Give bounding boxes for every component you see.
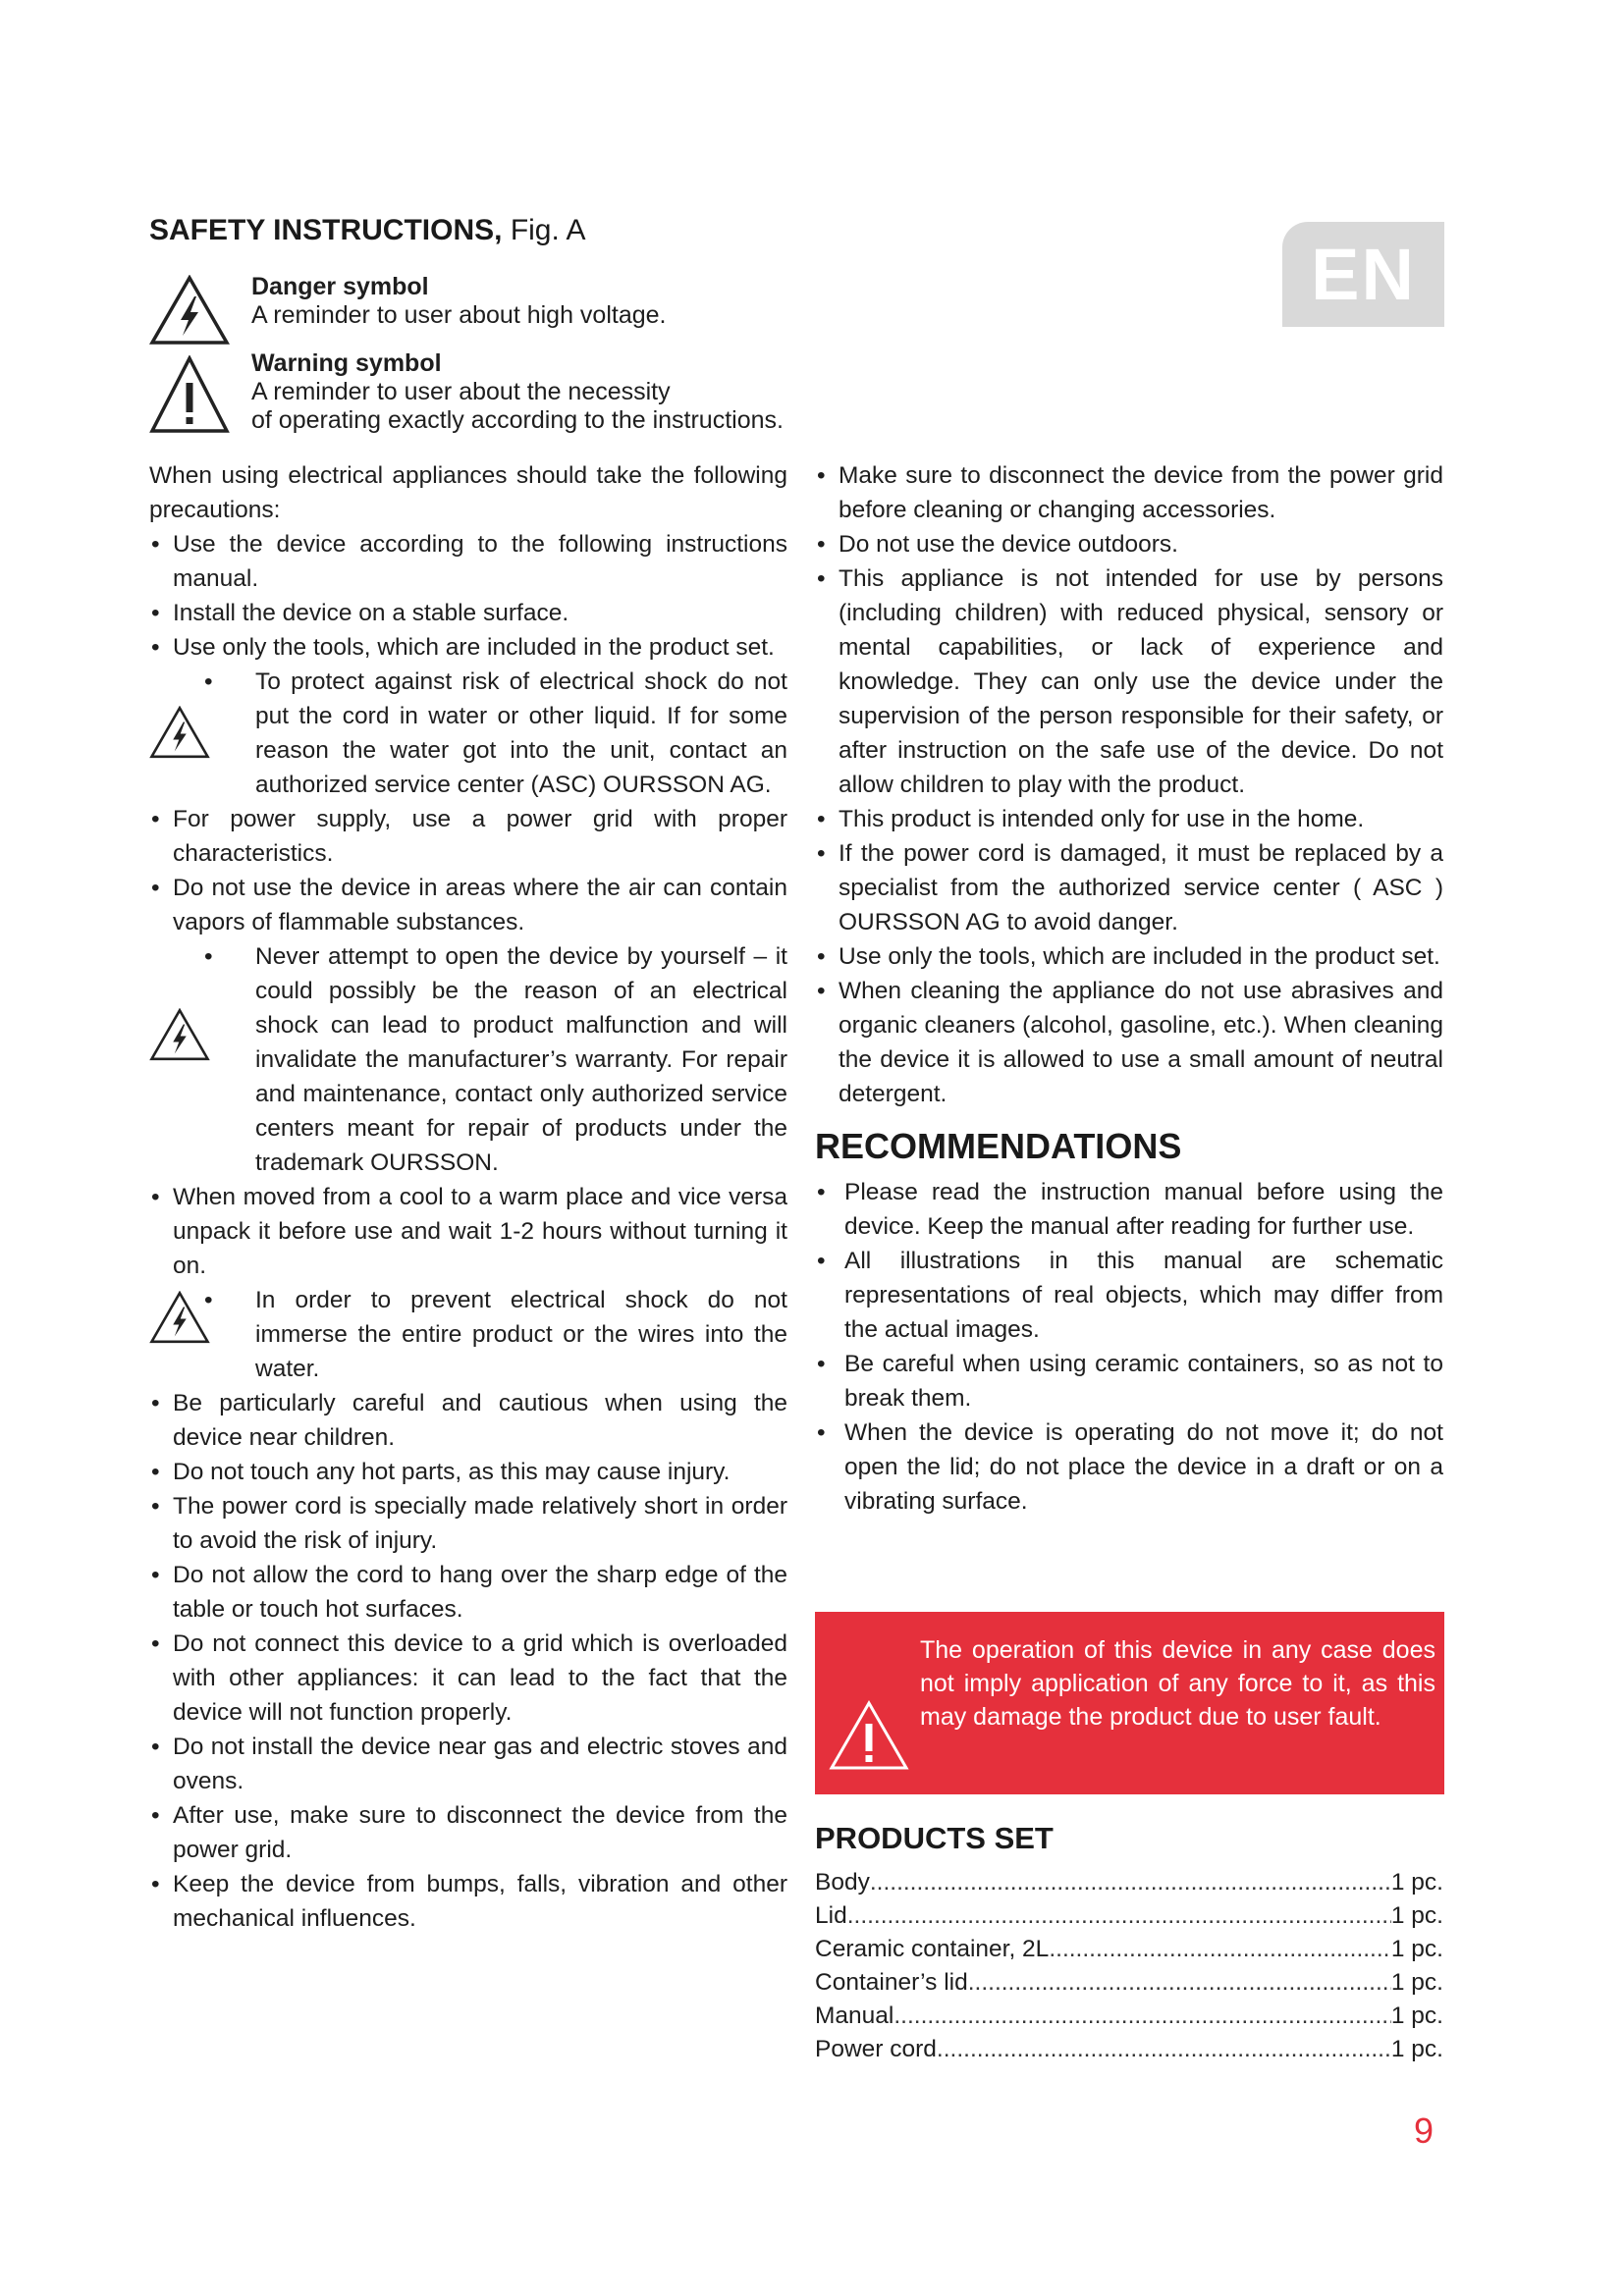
product-qty: 1 pc. xyxy=(1390,1869,1443,1896)
product-qty: 1 pc. xyxy=(1390,2002,1443,2029)
product-name: Body xyxy=(815,1869,870,1896)
warning-icon xyxy=(829,1700,909,1771)
list-item: • When the device is operating do not move it; do not open the lid; do not place the device in a draft or on a vibrating surface. xyxy=(815,1415,1443,1519)
list-item: • Keep the device from bumps, falls, vibration and other mechanical influences. xyxy=(149,1867,787,1936)
list-item: • Do not use the device outdoors. xyxy=(815,527,1443,561)
product-name: Power cord xyxy=(815,2036,937,2062)
product-name: Container’s lid xyxy=(815,1969,968,1996)
leader-dots xyxy=(937,2033,1391,2066)
list-item: • Be particularly careful and cautious when using the device near children. xyxy=(149,1386,787,1455)
list-item: • Make sure to disconnect the device from the power grid before cleaning or changing accessories. xyxy=(815,458,1443,527)
danger-symbol-title: Danger symbol xyxy=(251,273,429,300)
products-set-list xyxy=(815,1866,1443,2066)
warning-icon xyxy=(149,355,230,434)
products-set-row xyxy=(815,1866,1443,1899)
product-qty: 1 pc. xyxy=(1390,2036,1443,2062)
list-item: • Never attempt to open the device by yourself – it could possibly be the reason of an electrical shock can lead to product malfunction and will invalidate the manufacturer’s warranty. For repair and maintenance, contact only authorized service centers meant for repair of products under the trademark OURSSON. xyxy=(202,939,787,1180)
list-item: • This product is intended only for use in the home. xyxy=(815,802,1443,836)
list-item: • To protect against risk of electrical shock do not put the cord in water or other liquid. If for some reason the water got into the unit, contact an authorized service center (ASC) OURSSON AG. xyxy=(202,665,787,802)
high-voltage-icon xyxy=(149,275,230,346)
product-qty: 1 pc. xyxy=(1390,1969,1443,1996)
product-name: Lid xyxy=(815,1902,847,1929)
list-item: • Use only the tools, which are included in the product set. xyxy=(149,630,787,665)
list-item: • Be careful when using ceramic containers, so as not to break them. xyxy=(815,1347,1443,1415)
list-item: • The power cord is specially made relatively short in order to avoid the risk of injury. xyxy=(149,1489,787,1558)
right-column xyxy=(815,458,1443,1519)
page-number: 9 xyxy=(1414,2110,1435,2151)
list-item: • When cleaning the appliance do not use abrasives and organic cleaners (alcohol, gasoline, etc.). When cleaning the device it is allowed to use a small amount of neutral detergent. xyxy=(815,974,1443,1111)
products-set-row xyxy=(815,2033,1443,2066)
alert-box xyxy=(815,1612,1444,1794)
products-set-row xyxy=(815,1933,1443,1966)
high-voltage-icon xyxy=(149,1291,210,1344)
leader-dots xyxy=(893,2000,1391,2033)
danger-symbol-text: A reminder to user about high voltage. xyxy=(251,301,667,329)
list-item: • Install the device on a stable surface. xyxy=(149,596,787,630)
products-set-heading: PRODUCTS SET xyxy=(815,1821,1054,1855)
products-set-row xyxy=(815,1899,1443,1933)
list-item: • All illustrations in this manual are schematic representations of real objects, which may differ from the actual images. xyxy=(815,1244,1443,1347)
list-item: • Use the device according to the following instructions manual. xyxy=(149,527,787,596)
leader-dots xyxy=(1049,1933,1391,1966)
product-name: Ceramic container, 2L xyxy=(815,1936,1050,1962)
product-qty: 1 pc. xyxy=(1390,1902,1443,1929)
product-name: Manual xyxy=(815,2002,894,2029)
leader-dots xyxy=(968,1966,1391,2000)
danger-symbol-legend xyxy=(251,273,667,330)
list-item: • If the power cord is damaged, it must be replaced by a specialist from the authorized service center ( ASC ) OURSSON AG to avoid danger. xyxy=(815,836,1443,939)
warning-symbol-title: Warning symbol xyxy=(251,349,442,377)
warning-symbol-legend xyxy=(251,349,784,435)
left-column xyxy=(149,458,787,1936)
product-qty: 1 pc. xyxy=(1390,1936,1443,1962)
voltage-warning-item xyxy=(149,665,787,802)
list-item: • Do not connect this device to a grid which is overloaded with other appliances: it can lead to the fact that the device will not function properly. xyxy=(149,1627,787,1730)
leader-dots xyxy=(870,1866,1391,1899)
list-item: • When moved from a cool to a warm place and vice versa unpack it before use and wait 1-2 hours without turning it on. xyxy=(149,1180,787,1283)
alert-text: The operation of this device in any case does not imply application of any force to it, as this may damage the product due to user fault. xyxy=(920,1636,1435,1731)
page-title: SAFETY INSTRUCTIONS, Fig. A xyxy=(149,214,586,246)
list-item: • Please read the instruction manual before using the device. Keep the manual after reading for further use. xyxy=(815,1175,1443,1244)
language-tab: EN xyxy=(1282,222,1444,327)
high-voltage-icon xyxy=(149,1008,210,1061)
leader-dots xyxy=(847,1899,1391,1933)
list-item: • Do not allow the cord to hang over the sharp edge of the table or touch hot surfaces. xyxy=(149,1558,787,1627)
intro-text: When using electrical appliances should take the following precautions: xyxy=(149,462,787,523)
list-item: • Do not touch any hot parts, as this may cause injury. xyxy=(149,1455,787,1489)
list-item: • Do not use the device in areas where the air can contain vapors of flammable substances. xyxy=(149,871,787,939)
recommendations-list xyxy=(815,1175,1443,1519)
high-voltage-icon xyxy=(149,706,210,759)
list-item: • This appliance is not intended for use by persons (including children) with reduced physical, sensory or mental capabilities, or lack of experience and knowledge. They can only use the device under the supervision of the person responsible for their safety, or after instruction on the safe use of the device. Do not allow children to play with the product. xyxy=(815,561,1443,802)
products-set-row xyxy=(815,2000,1443,2033)
list-item: • After use, make sure to disconnect the device from the power grid. xyxy=(149,1798,787,1867)
list-item: • For power supply, use a power grid with proper characteristics. xyxy=(149,802,787,871)
warning-symbol-line2: of operating exactly according to the instructions. xyxy=(251,406,784,434)
products-set-row xyxy=(815,1966,1443,2000)
warning-symbol-line1: A reminder to user about the necessity xyxy=(251,378,671,405)
list-item: • Use only the tools, which are included in the product set. xyxy=(815,939,1443,974)
list-item: • Do not install the device near gas and electric stoves and ovens. xyxy=(149,1730,787,1798)
voltage-warning-item xyxy=(149,939,787,1180)
products-set xyxy=(815,1821,1443,2066)
voltage-warning-item xyxy=(149,1283,787,1386)
list-item: • In order to prevent electrical shock do not immerse the entire product or the wires into the water. xyxy=(202,1283,787,1386)
recommendations-heading: RECOMMENDATIONS xyxy=(815,1126,1182,1166)
